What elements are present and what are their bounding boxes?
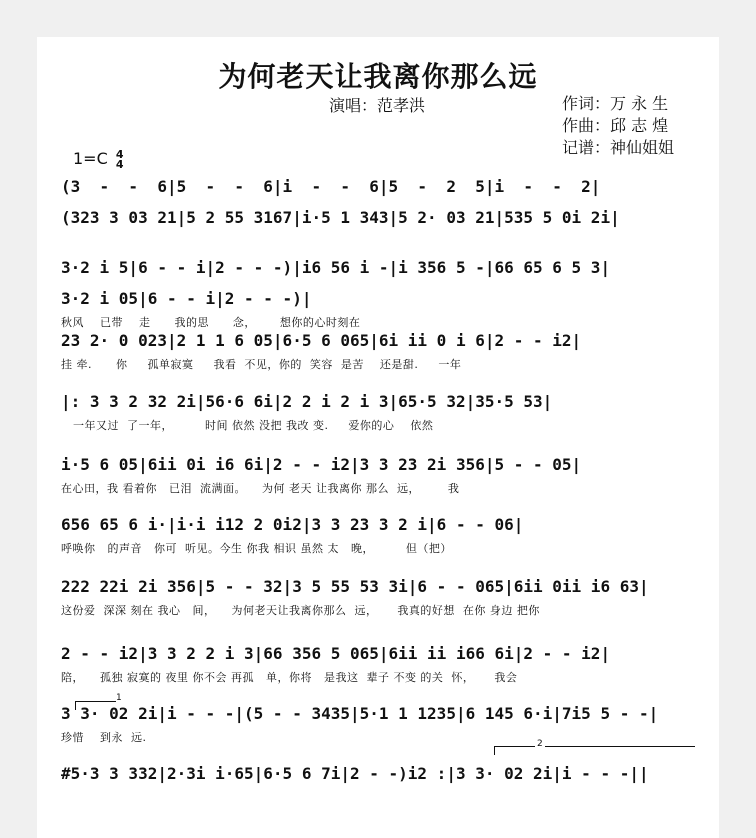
song-title: 为何老天让我离你那么远 xyxy=(218,60,538,93)
key-label: 1=C xyxy=(73,149,108,168)
lyrics-line-8: 呼唤你 的声音 你可 听见。今生 你我 相识 虽然 太 晚， 但（把） xyxy=(61,542,452,555)
volta-label-1: 1 xyxy=(116,693,122,703)
singer-credit: 演唱：范孝洪 xyxy=(329,96,426,115)
lyrics-line-10: 陪， 孤独 寂寞的 夜里 你不会 再孤 单，你将 是我这 辈子 不变 的关 怀， 我会 xyxy=(61,671,518,684)
lyrics-line-4: 秋风 已带 走 我的思 念， 想你的心时刻在 xyxy=(61,316,361,329)
key-signature xyxy=(73,149,124,170)
notation-line-2: (323 3 03 21|5 2 55 3167|i·5 1 343|5 2· 03 21|535 5 0i 2i| xyxy=(61,208,620,227)
time-signature-bottom: 4 xyxy=(115,157,124,171)
notation-line-6: |: 3 3 2 32 2i|56·6 6i|2 2 i 2 i 3|65·5 32|35·5 53| xyxy=(61,392,553,411)
time-signature xyxy=(115,147,124,171)
lyrics-line-5: 挂 牵. 你 孤单寂寞 我看 不见，你的 笑容 是苦 还是甜. 一年 xyxy=(61,358,462,371)
notation-line-10: 2 - - i2|3 3 2 2 i 3|66 356 5 065|6ii ii i66 6i|2 - - i2| xyxy=(61,644,611,663)
notation-line-11: 3 3· 02 2i|i - - -|(5 - - 3435|5·1 1 1235|6 145 6·i|7i5 5 - -| xyxy=(61,704,659,723)
notation-line-8: 656 65 6 i·|i·i i12 2 0i2|3 3 23 3 2 i|6 - - 06| xyxy=(61,515,524,534)
credits-block xyxy=(562,93,674,159)
notation-line-9: 222 22i 2i 356|5 - - 32|3 5 55 53 3i|6 - - 065|6ii 0ii i6 63| xyxy=(61,577,649,596)
notation-line-3: 3·2 i 5|6 - - i|2 - - -)|i6 56 i -|i 356 5 -|66 65 6 5 3| xyxy=(61,258,611,277)
lyrics-line-7: 在心田，我 看着你 已泪 流满面。 为何 老天 让我离你 那么 远， 我 xyxy=(61,482,460,495)
notation-line-7: i·5 6 05|6ii 0i i6 6i|2 - - i2|3 3 23 2i 356|5 - - 05| xyxy=(61,455,582,474)
notation-credit: 记谱：神仙姐姐 xyxy=(562,138,675,157)
volta-label-2: 2 xyxy=(537,739,543,749)
lyricist-credit: 作词：万 永 生 xyxy=(562,94,669,113)
notation-line-1: (3 - - 6|5 - - 6|i - - 6|5 - 2 5|i - - 2| xyxy=(61,177,601,196)
time-signature-top: 4 xyxy=(115,147,124,161)
lyrics-line-6: 一年又过 了一年， 时间 依然 没把 我改 变. 爱你的心 依然 xyxy=(61,419,434,432)
volta-bracket-2 xyxy=(494,739,695,755)
notation-line-12: #5·3 3 332|2·3i i·65|6·5 6 7i|2 - -)i2 :|3 3· 02 2i|i - - -|| xyxy=(61,764,649,783)
notation-line-5: 23 2· 0 023|2 1 1 6 05|6·5 6 065|6i ii 0 i 6|2 - - i2| xyxy=(61,331,582,350)
composer-credit: 作曲：邱 志 煌 xyxy=(562,116,669,135)
score-sheet xyxy=(37,37,719,838)
lyrics-line-11: 珍惜 到永 远. xyxy=(61,731,147,744)
lyrics-line-9: 这份爱 深深 刻在 我心 间， 为何老天让我离你那么 远， 我真的好想 在你 身边 把你 xyxy=(61,604,540,617)
notation-line-4: 3·2 i 05|6 - - i|2 - - -)| xyxy=(61,289,312,308)
